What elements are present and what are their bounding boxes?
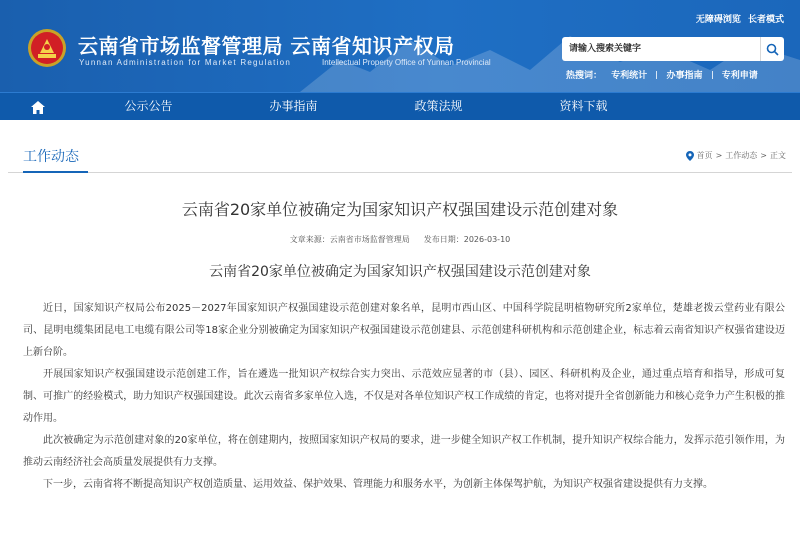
nav-home[interactable] xyxy=(0,93,76,121)
hot-word-patent-apply[interactable]: 专利申请 xyxy=(721,71,758,81)
article-date: 2026-03-10 xyxy=(463,235,511,244)
hot-words xyxy=(566,68,758,81)
elder-mode-link[interactable]: 长者模式 xyxy=(747,15,784,25)
site-title[interactable]: 云南省市场监督管理局 云南省知识产权局 xyxy=(78,34,455,58)
location-pin-icon xyxy=(686,151,694,161)
article-paragraph: 开展国家知识产权强国建设示范创建工作，旨在遴选一批知识产权综合实力突出、示范效应显著的市（县）、园区、科研机构及企业，通过重点培育和指导，形成可复制、可推广的经验模式，助力知识产权强国建设。此次云南省多家单位入选，不仅是对各单位知识产权工作成绩的肯定，也将对提升全省创新能力和核心竞争力产生积极的推动作用。 xyxy=(23,369,785,424)
search-input[interactable] xyxy=(562,37,758,61)
nav-item-policy[interactable]: 政策法规 xyxy=(414,99,463,113)
search-icon xyxy=(766,43,779,56)
breadcrumb-separator: > xyxy=(760,151,767,160)
search-button[interactable] xyxy=(760,37,784,61)
hot-word-divider xyxy=(656,71,657,79)
breadcrumb-separator: > xyxy=(715,151,723,160)
article-source: 云南省市场监督管理局 xyxy=(329,235,410,244)
section-underline xyxy=(23,171,88,173)
breadcrumb xyxy=(686,150,786,161)
article-paragraph: 此次被确定为示范创建对象的20家单位，将在创建期内，按照国家知识产权局的要求，进一步健全知识产权工作机制，提升知识产权综合能力，发挥示范引领作用，为推动云南经济社会高质量发展提供有力支撑。 xyxy=(23,435,785,468)
hot-word-divider xyxy=(712,71,713,79)
article-paragraph: 近日，国家知识产权局公布2025－2027年国家知识产权强国建设示范创建对象名单，昆明市西山区、中国科学院昆明植物研究所2家单位，楚雄老拨云堂药业有限公司、昆明电缆集团昆电工电缆有限公司等18家企业分别被确定为国家知识产权强国建设示范创建县、示范创建科研机构和示范创建企业，标志着云南省知识产权强省建设迈上新台阶。 xyxy=(23,303,785,358)
home-icon xyxy=(31,101,45,114)
nav-item-announcements[interactable]: 公示公告 xyxy=(124,99,173,113)
article-subtitle: 云南省20家单位被确定为国家知识产权强国建设示范创建对象 xyxy=(209,264,591,280)
search-box xyxy=(562,37,784,61)
article-body xyxy=(23,298,785,496)
accessibility-link[interactable]: 无障碍浏览 xyxy=(695,15,741,25)
breadcrumb-current: 正文 xyxy=(770,151,786,160)
breadcrumb-home[interactable]: 首页 xyxy=(696,151,713,160)
hot-word-guide[interactable]: 办事指南 xyxy=(666,71,703,81)
article-paragraph: 下一步，云南省将不断提高知识产权创造质量、运用效益、保护效果、管理能力和服务水平，为创新主体保驾护航，为知识产权强省建设提供有力支撑。 xyxy=(43,479,713,490)
date-label: 发布日期： xyxy=(423,235,464,244)
site-title-en-market: Yunnan Administration for Market Regulation xyxy=(79,58,292,67)
emblem-logo-icon xyxy=(27,28,67,68)
section-title: 工作动态 xyxy=(23,149,79,165)
top-links xyxy=(692,12,784,25)
article-meta xyxy=(0,234,800,245)
article-title: 云南省20家单位被确定为国家知识产权强国建设示范创建对象 xyxy=(181,200,619,219)
site-header xyxy=(0,0,800,92)
source-label: 文章来源： xyxy=(289,235,330,244)
hot-word-patent-stats[interactable]: 专利统计 xyxy=(611,71,648,81)
nav-item-guide[interactable]: 办事指南 xyxy=(269,99,318,113)
nav-item-downloads[interactable]: 资料下载 xyxy=(559,99,608,113)
breadcrumb-section[interactable]: 工作动态 xyxy=(725,151,758,160)
site-title-en-ip: Intellectual Property Office of Yunnan Provincial xyxy=(322,58,491,67)
main-nav xyxy=(0,92,800,120)
section-header xyxy=(8,141,792,173)
hot-words-label: 热搜词： xyxy=(566,71,603,81)
